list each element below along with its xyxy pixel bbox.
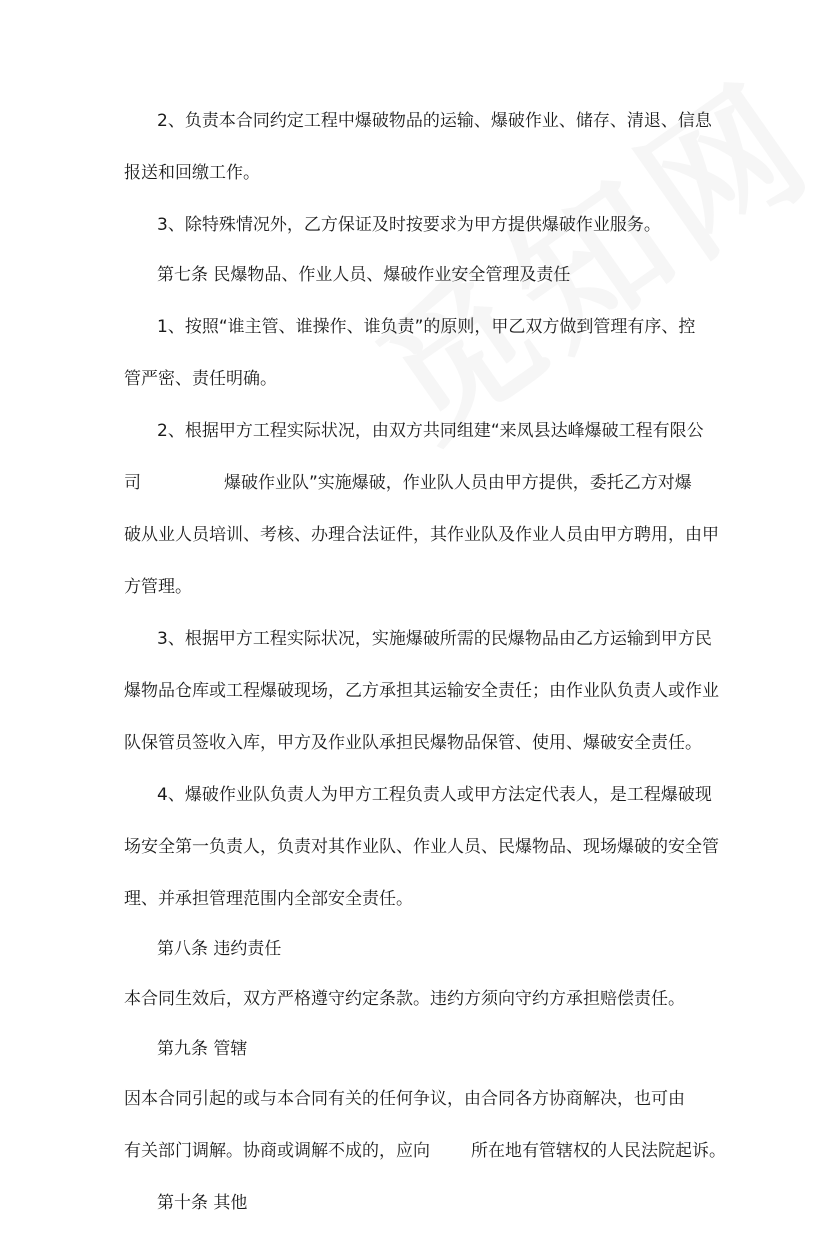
p1-line1: 2、负责本合同约定工程中爆破物品的运输、爆破作业、储存、清退、信息 bbox=[157, 111, 712, 131]
p7-line2: 场安全第一负责人，负责对其作业队、作业人员、民爆物品、现场爆破的安全管 bbox=[124, 837, 719, 857]
p7-line3: 理、并承担管理范围内全部安全责任。 bbox=[124, 889, 413, 909]
p11-line2 bbox=[124, 1140, 726, 1162]
p4-line1: 1、按照“谁主管、谁操作、谁负责”的原则，甲乙双方做到管理有序、控 bbox=[157, 317, 696, 337]
p5-line2-part2: 爆破作业队”实施爆破，作业队人员由甲方提供，委托乙方对爆 bbox=[224, 473, 692, 493]
p5-line2 bbox=[124, 472, 704, 494]
p5-line3: 破从业人员培训、考核、办理合法证件，其作业队及作业人员由甲方聘用，由甲 bbox=[124, 525, 719, 545]
article-9-heading: 第九条 管辖 bbox=[157, 1039, 248, 1059]
article-10-heading: 第十条 其他 bbox=[157, 1193, 248, 1213]
article-7-heading: 第七条 民爆物品、作业人员、爆破作业安全管理及责任 bbox=[157, 265, 571, 285]
article-8-heading: 第八条 违约责任 bbox=[157, 939, 282, 959]
p11-line1: 因本合同引起的或与本合同有关的任何争议，由合同各方协商解决，也可由 bbox=[124, 1089, 685, 1109]
p6-line1: 3、根据甲方工程实际状况，实施爆破所需的民爆物品由乙方运输到甲方民 bbox=[157, 629, 712, 649]
p1-line2: 报送和回缴工作。 bbox=[124, 163, 260, 183]
p7-line1: 4、爆破作业队负责人为甲方工程负责人或甲方法定代表人，是工程爆破现 bbox=[157, 785, 712, 805]
p11-line2-part2: 所在地有管辖权的人民法院起诉。 bbox=[471, 1141, 726, 1161]
p9-line1: 本合同生效后，双方严格遵守约定条款。违约方须向守约方承担赔偿责任。 bbox=[124, 989, 685, 1009]
p2-line1: 3、除特殊情况外，乙方保证及时按要求为甲方提供爆破作业服务。 bbox=[157, 215, 661, 235]
p11-line2-part1: 有关部门调解。协商或调解不成的，应向 bbox=[124, 1141, 430, 1161]
p6-line3: 队保管员签收入库，甲方及作业队承担民爆物品保管、使用、爆破安全责任。 bbox=[124, 733, 702, 753]
p6-line2: 爆物品仓库或工程爆破现场，乙方承担其运输安全责任；由作业队负责人或作业 bbox=[124, 681, 719, 701]
p5-line4: 方管理。 bbox=[124, 577, 192, 597]
document-body bbox=[124, 110, 726, 1246]
p4-line2: 管严密、责任明确。 bbox=[124, 369, 277, 389]
p5-line2-part1: 司 bbox=[124, 473, 141, 493]
p5-line1: 2、根据甲方工程实际状况，由双方共同组建“来凤县达峰爆破工程有限公 bbox=[157, 421, 704, 441]
